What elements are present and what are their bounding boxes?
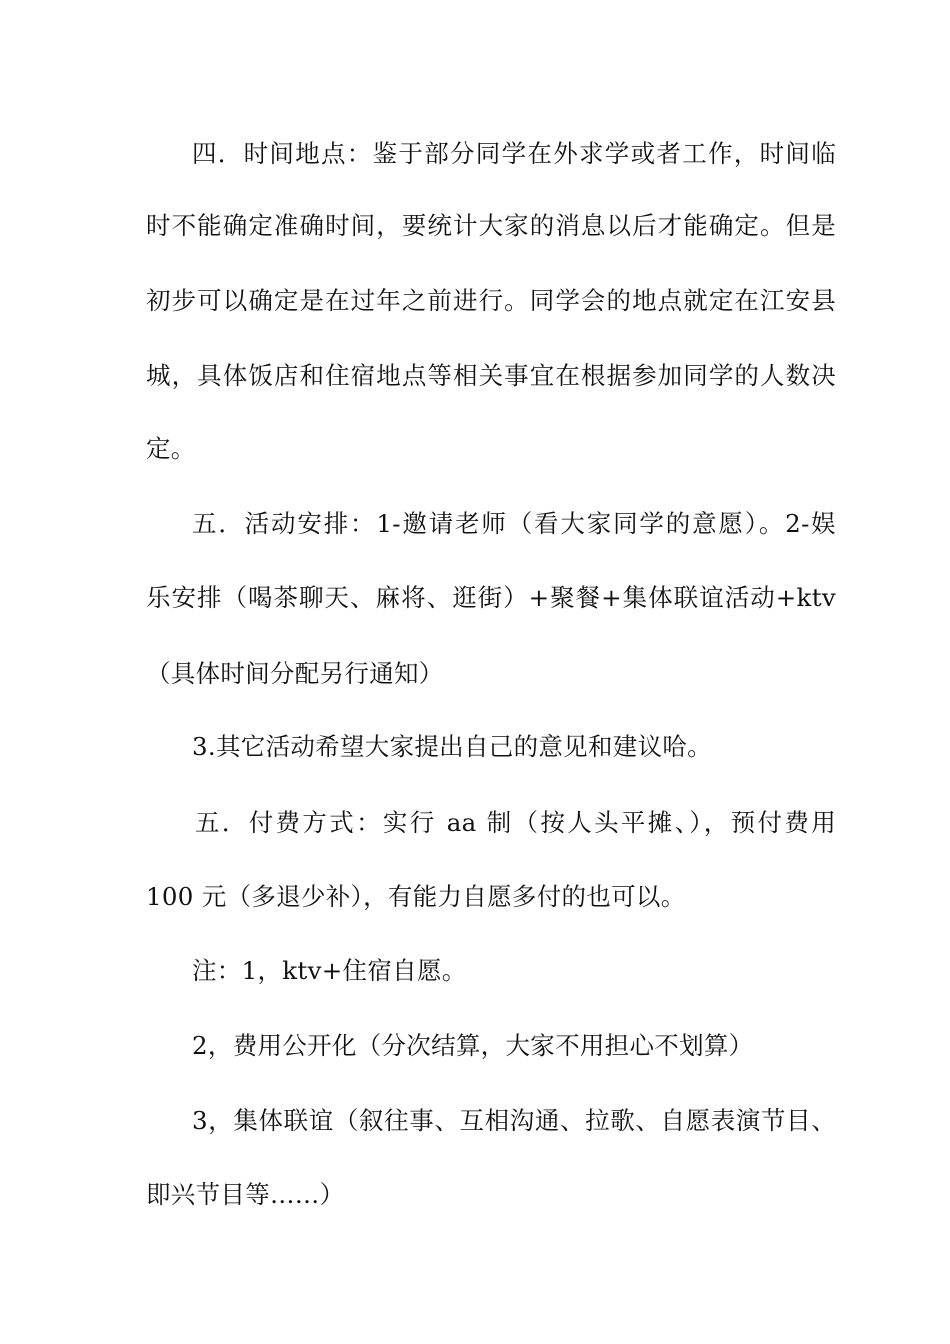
note-item-2: 2，费用公开化（分次结算，大家不用担心不划算） [192, 1031, 754, 1060]
note-item-3-line-1: 3，集体联谊（叙往事、互相沟通、拉歌、自愿表演节目、 [192, 1106, 836, 1135]
note-item-1: 注：1，ktv+住宿自愿。 [192, 956, 467, 985]
section-five-activities-line-1: 五．活动安排：1-邀请老师（看大家同学的意愿）。2-娱 [192, 509, 836, 538]
section-four-line-5: 定。 [146, 434, 196, 463]
activity-item-3: 3.其它活动希望大家提出自己的意见和建议哈。 [192, 732, 712, 761]
section-five-payment-line-1: 五．付费方式：实行 aa 制（按人头平摊、），预付费用 [195, 808, 836, 837]
section-five-activities-line-2: 乐安排（喝茶聊天、麻将、逛街）+聚餐+集体联谊活动+ktv [146, 583, 836, 612]
section-four-line-4: 城，具体饭店和住宿地点等相关事宜在根据参加同学的人数决 [146, 361, 836, 390]
section-five-payment-line-2: 100 元（多退少补），有能力自愿多付的也可以。 [146, 882, 686, 911]
section-five-activities-line-3: （具体时间分配另行通知） [146, 659, 444, 688]
section-four-line-1: 四．时间地点：鉴于部分同学在外求学或者工作，时间临 [192, 139, 836, 168]
section-four-line-2: 时不能确定准确时间，要统计大家的消息以后才能确定。但是 [146, 211, 836, 240]
section-four-line-3: 初步可以确定是在过年之前进行。同学会的地点就定在江安县 [146, 286, 836, 315]
note-item-3-line-2: 即兴节目等……） [146, 1180, 345, 1209]
